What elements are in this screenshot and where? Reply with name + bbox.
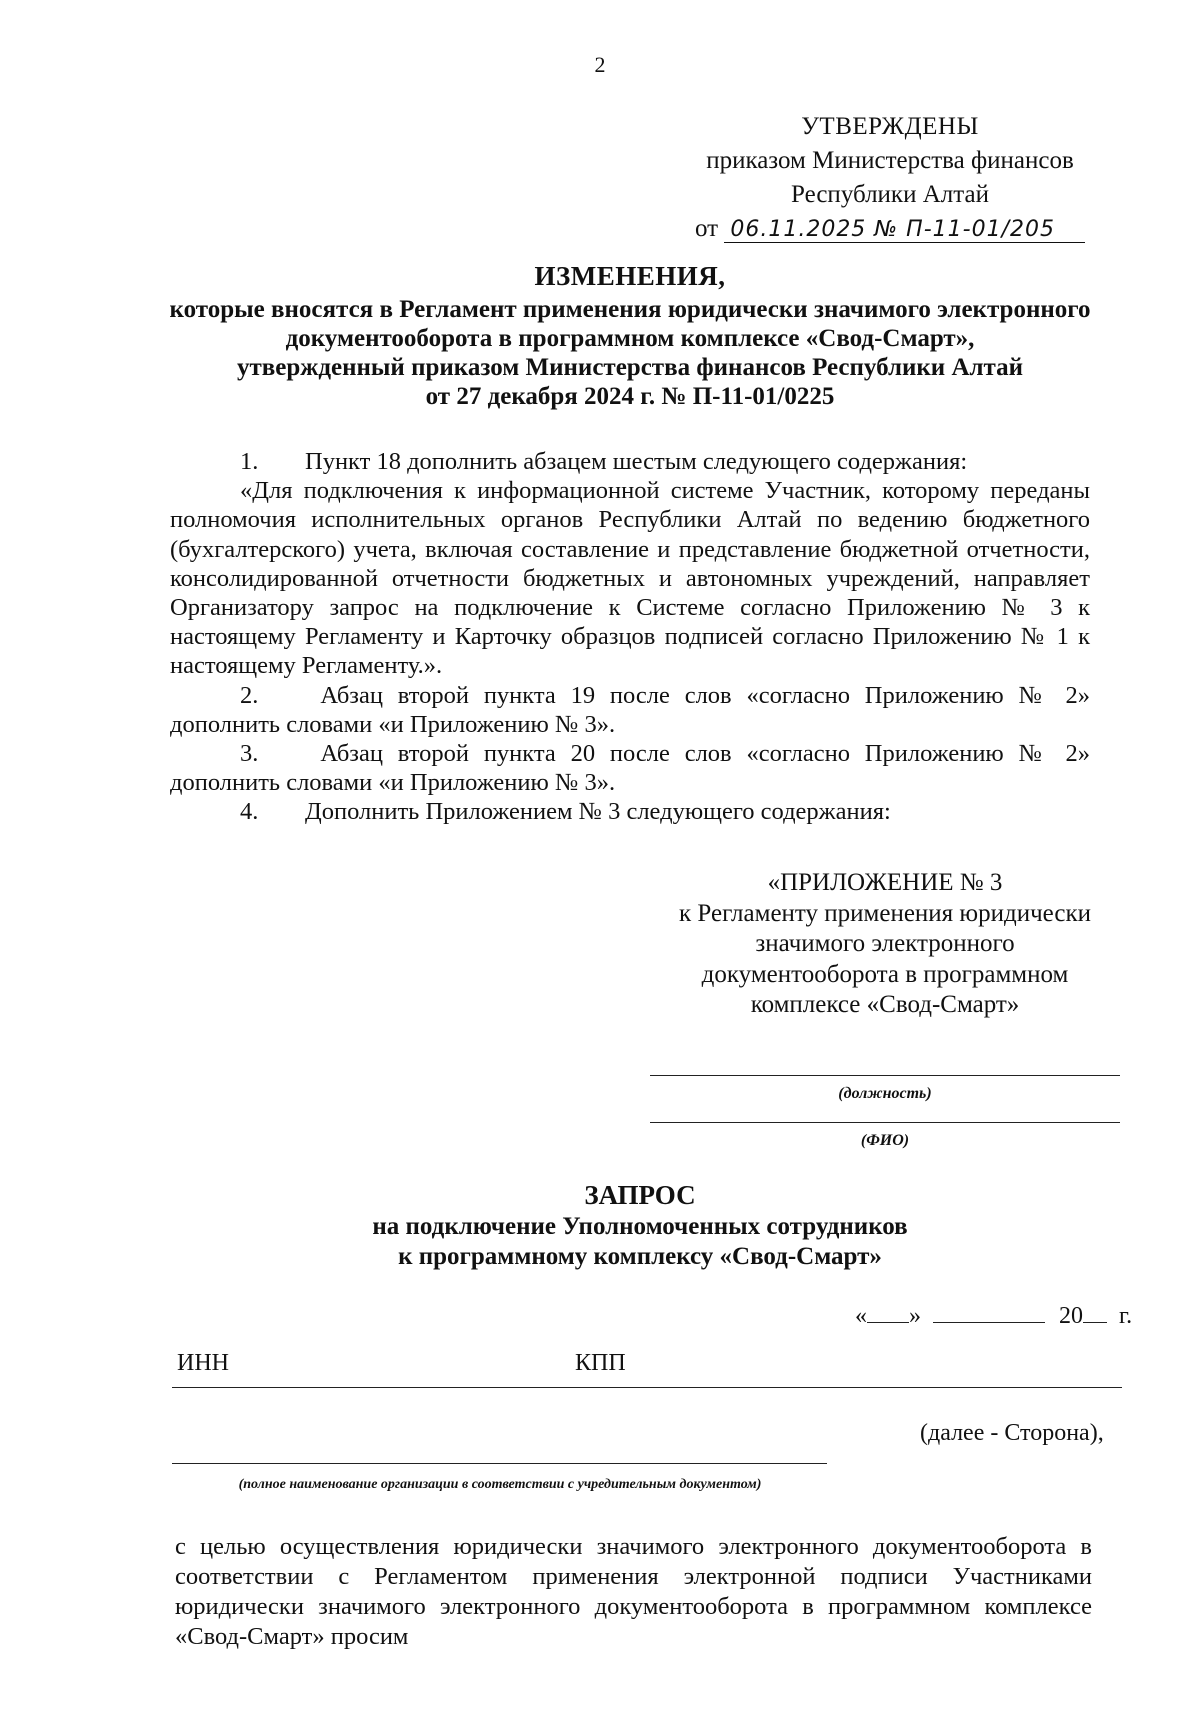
- list-item: [170, 681, 1090, 739]
- name-label: (ФИО): [860, 1132, 910, 1149]
- appendix-line-2: значимого электронного: [755, 930, 1015, 957]
- item-number: 3.: [240, 740, 259, 768]
- appendix-line-1: к Регламенту применения юридически: [679, 899, 1091, 927]
- list-item: [170, 739, 1090, 797]
- request-line-2: к программному комплексу «Свод-Смарт»: [398, 1243, 882, 1270]
- request-date-fields: [855, 1300, 1132, 1330]
- year-prefix: 20: [1059, 1303, 1083, 1329]
- heading-line-3: утвержденный приказом Министерства финансов Республики Алтай: [236, 354, 1024, 381]
- handwritten-date-number: 06.11.2025 № П-11-01/205: [724, 217, 1085, 243]
- item-text: Пункт 18 дополнить абзацем шестым следующего содержания:: [305, 448, 968, 475]
- heading-line-1: которые вносятся в Регламент применения юридически значимого электронного: [169, 296, 1091, 323]
- list-item: [170, 447, 1090, 476]
- day-blank: [867, 1300, 909, 1323]
- request-body-paragraph: с целью осуществления юридически значимого электронного документооборота в соответствии с Регламентом применения электронной подписи Участниками юридически значимого электронного документооборота в программном комплексе «Свод-Смарт» просим: [175, 1533, 1092, 1650]
- item-number: 4.: [240, 798, 259, 826]
- heading-main: ИЗМЕНЕНИЯ,: [534, 261, 726, 291]
- date-close-quote: »: [909, 1303, 921, 1329]
- organization-name-note: (полное наименование организации в соответствии с учредительным документом): [238, 1477, 762, 1492]
- amendments-body: [170, 447, 1090, 827]
- organization-name-line: [172, 1463, 827, 1464]
- item-text: Абзац второй пункта 20 после слов «согласно Приложению № 2» дополнить словами «и Приложению № 3».: [170, 740, 1090, 797]
- item-number: 2.: [240, 681, 259, 709]
- item-text: Дополнить Приложением № 3 следующего содержания:: [305, 798, 891, 826]
- appendix-line-4: комплексе «Свод-Смарт»: [750, 991, 1020, 1018]
- heading-line-4: от 27 декабря 2024 г. № П-11-01/0225: [425, 383, 835, 410]
- approval-line-1: приказом Министерства финансов: [706, 147, 1074, 174]
- approval-from-label: от: [694, 215, 719, 242]
- kpp-label: КПП: [575, 1350, 626, 1376]
- approval-title: УТВЕРЖДЕНЫ: [801, 113, 979, 140]
- item-quote: «Для подключения к информационной системе Участник, которому переданы полномочия исполнительных органов Республики Алтай по ведению бюджетного (бухгалтерского) учета, включая составление и представление бюджетной отчетности, консолидированной отчетности бюджетных и автономных учреждений, направляет Организатору запрос на подключение к Системе согласно Приложению № 3 к настоящему Регламенту и Карточку образцов подписей согласно Приложению № 1 к настоящему Регламенту.».: [170, 477, 1090, 680]
- position-label: (должность): [838, 1085, 932, 1102]
- date-open-quote: «: [855, 1303, 867, 1329]
- month-blank: [933, 1300, 1045, 1323]
- appendix-title: «ПРИЛОЖЕНИЕ № 3: [767, 869, 1003, 896]
- item-number: 1.: [240, 448, 259, 475]
- document-heading: [150, 262, 1110, 411]
- request-line-1: на подключение Уполномоченных сотрудников: [372, 1213, 908, 1240]
- party-label: (далее - Сторона),: [920, 1420, 1104, 1446]
- approval-line-2: Республики Алтай: [791, 181, 989, 208]
- page-number: 2: [594, 52, 606, 77]
- name-signature-line: [650, 1122, 1120, 1123]
- position-signature-line: [650, 1075, 1120, 1076]
- request-heading: [160, 1180, 1120, 1272]
- appendix-line-3: документооборота в программном: [701, 960, 1069, 988]
- request-title: ЗАПРОС: [584, 1180, 696, 1210]
- approval-date-line: [695, 212, 1085, 247]
- appendix-block: [660, 868, 1110, 1021]
- heading-line-2: документооборота в программном комплексе «Свод-Смарт»,: [285, 325, 975, 352]
- item-text: Абзац второй пункта 19 после слов «согласно Приложению № 2» дополнить словами «и Приложению № 3».: [170, 681, 1090, 738]
- list-item: [170, 797, 1090, 826]
- year-suffix: г.: [1119, 1303, 1133, 1329]
- approval-block: [680, 110, 1100, 247]
- year-blank: [1083, 1300, 1107, 1323]
- request-body-text: [175, 1532, 1092, 1652]
- inn-label: ИНН: [177, 1350, 229, 1376]
- inn-kpp-line: [172, 1387, 1122, 1388]
